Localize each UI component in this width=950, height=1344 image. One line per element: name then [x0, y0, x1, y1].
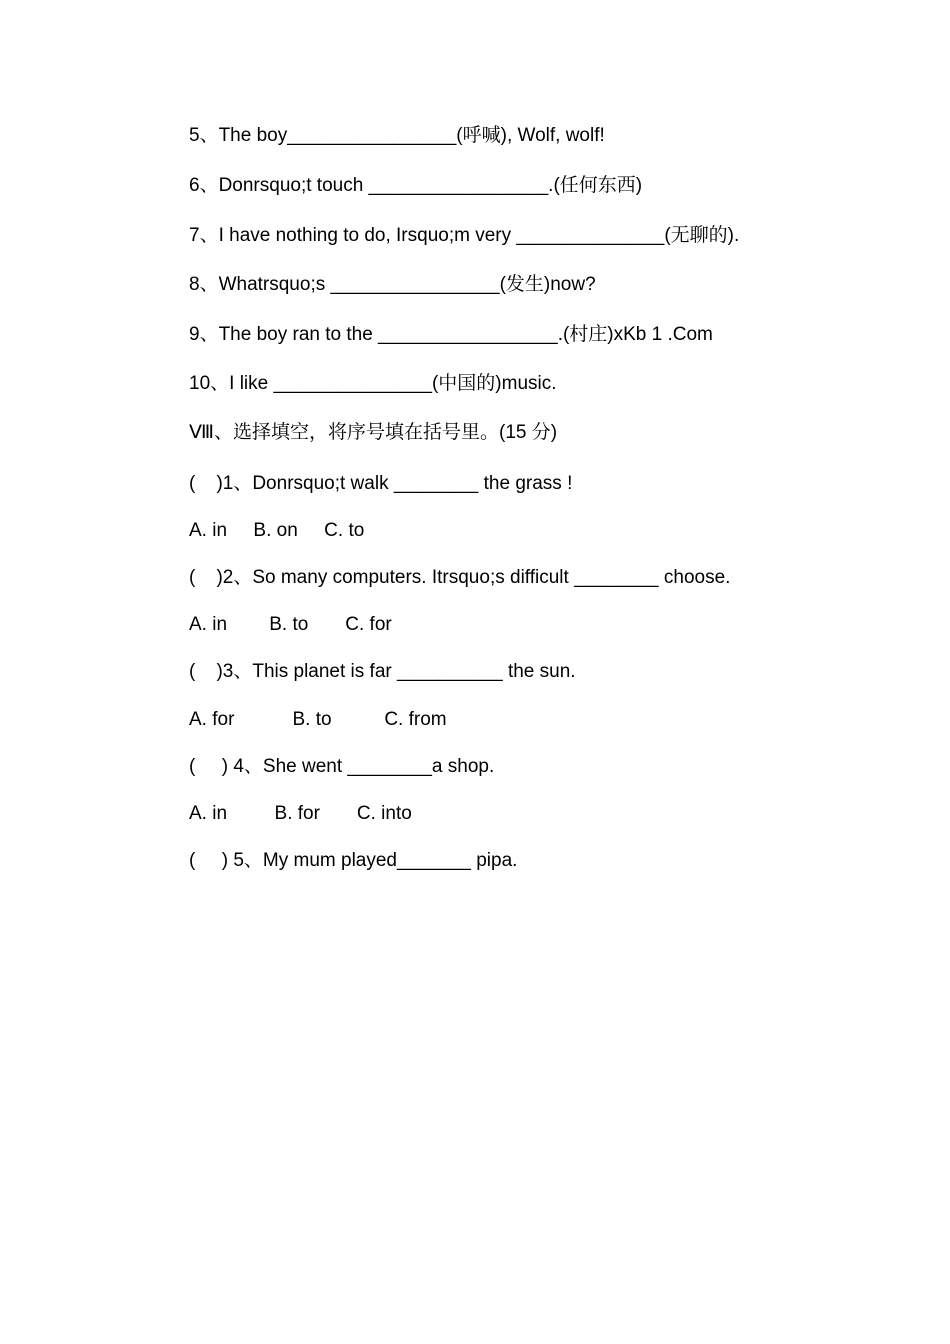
- fill-blank-item-8: 8、Whatrsquo;s ________________(发生)now?: [189, 274, 596, 295]
- fill-blank-item-9: 9、The boy ran to the _________________.(村庄)xKb 1 .Com: [189, 324, 713, 345]
- question-1-options: A. in B. on C. to: [189, 520, 365, 541]
- question-4-options: A. in B. for C. into: [189, 803, 412, 824]
- question-3-options: A. for B. to C. from: [189, 709, 447, 730]
- fill-blank-item-10: 10、I like _______________(中国的)music.: [189, 373, 557, 394]
- fill-blank-item-5: 5、The boy________________(呼喊), Wolf, wolf!: [189, 125, 605, 146]
- question-3: ( )3、This planet is far __________ the sun.: [189, 661, 576, 682]
- fill-blank-item-7: 7、I have nothing to do, Irsquo;m very ______________(无聊的).: [189, 225, 740, 246]
- section-heading: Ⅷ、选择填空，将序号填在括号里。(15 分): [189, 422, 558, 443]
- question-2: ( )2、So many computers. Itrsquo;s difficult ________ choose.: [189, 567, 731, 588]
- question-2-options: A. in B. to C. for: [189, 614, 392, 635]
- question-1: ( )1、Donrsquo;t walk ________ the grass !: [189, 473, 573, 494]
- question-4: ( ) 4、She went ________a shop.: [189, 756, 495, 777]
- fill-blank-item-6: 6、Donrsquo;t touch _________________.(任何东西): [189, 175, 643, 196]
- question-5: ( ) 5、My mum played_______ pipa.: [189, 850, 518, 871]
